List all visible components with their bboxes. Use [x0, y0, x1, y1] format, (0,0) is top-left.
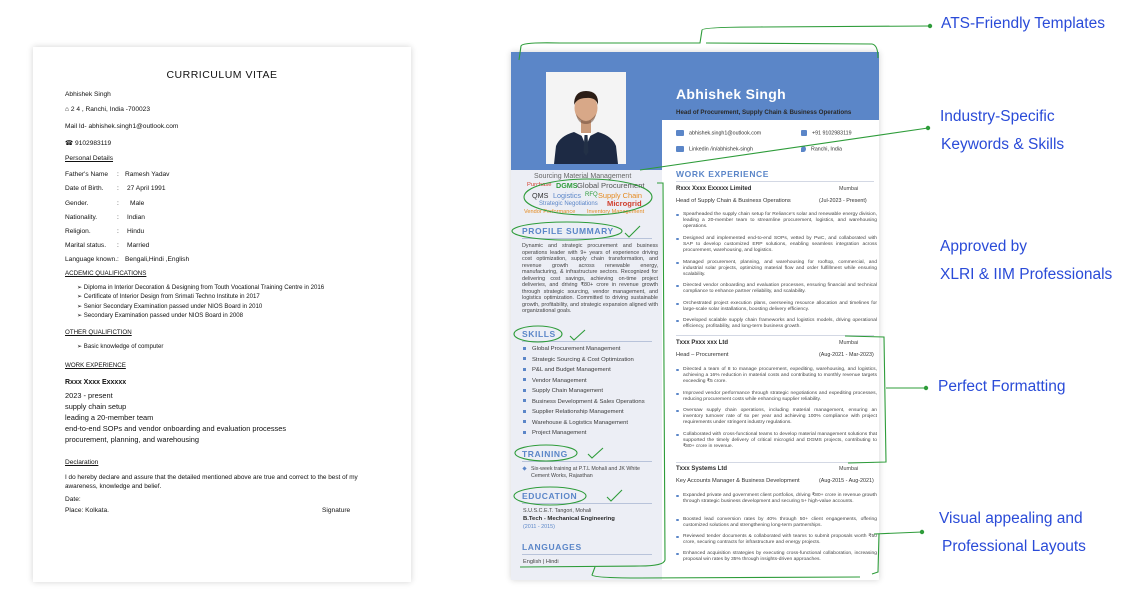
candidate-name: Abhishek Singh [676, 86, 786, 102]
personal-value: 27 April 1991 [127, 185, 166, 192]
personal-key: Religion. [65, 228, 91, 235]
job-bullet: Boosted lead conversion rates by 40% through 50+ client engagements, offering customized solutions and strengthening long-term partnerships. [683, 517, 877, 528]
job-location: Mumbai [839, 340, 859, 346]
feature-formatting: Perfect Formatting [938, 378, 1066, 395]
personal-value: Bengali,Hindi ,English [125, 256, 190, 263]
job-position: Head of Supply Chain & Business Operations [676, 198, 791, 204]
keyword: Vendor Performance [524, 209, 576, 215]
keyword: Microgrid [607, 199, 642, 208]
visual-connector [874, 532, 922, 534]
cv-mail: Mail Id- abhishek.singh1@outlook.com [65, 123, 179, 130]
education-school: S.U.S.C.E.T. Tangori, Mohali [523, 508, 592, 514]
skills-heading: SKILLS [522, 329, 556, 339]
personal-key: Language known. [65, 256, 118, 263]
contact-location: Ranchi, India [801, 146, 842, 152]
profile-circle [512, 222, 622, 240]
sidebar-bracket [520, 183, 665, 567]
education-circle [514, 487, 586, 505]
personal-heading: Personal Details [65, 155, 114, 162]
personal-sep: : [117, 171, 119, 178]
work-line: procurement, planning, and warehousing [65, 435, 199, 444]
feature-xlri-iim: XLRI & IIM Professionals [940, 266, 1113, 283]
personal-sep: : [117, 185, 119, 192]
academic-item: ➢ Senior Secondary Examination passed under NIOS Board in 2010 [77, 303, 263, 310]
check-icon [588, 448, 603, 458]
academic-item: ➢ Diploma in Interior Decoration & Designing from Touth Vocational Training Centre in 2016 [77, 284, 325, 291]
keyword: DGMS [556, 181, 578, 190]
job-company: Txxx Pxxx xxx Ltd [676, 340, 729, 346]
skill-item: Strategic Sourcing & Cost Optimization [523, 357, 634, 363]
job-bullet: Oversaw supply chain operations, including material management, ensuring an inventory turnover rate of 6x per year and achieving 100% compliance with project requirements under stringent industry regulations. [683, 408, 877, 425]
check-icon [607, 490, 622, 501]
feature-visual: Visual appealing and [939, 510, 1083, 527]
bottom-connector [592, 567, 860, 578]
job-bullet: Collaborated with cross-functional teams to develop material management solutions that supported the timely delivery of critical microgrid and DGMS projects, contributing to ₹80+ crore in revenue. [683, 432, 877, 449]
personal-value: Male [130, 200, 145, 207]
skill-item: Supply Chain Management [523, 388, 603, 394]
academic-item: ➢ Certificate of Interior Design from Srimati Techno Institute in 2017 [77, 293, 260, 300]
cv-title: CURRICULUM VITAE [166, 69, 278, 81]
declaration-heading: Declaration [65, 459, 99, 466]
skill-item: Supplier Relationship Management [523, 409, 624, 415]
check-icon [625, 226, 640, 237]
personal-key: Gender. [65, 200, 89, 207]
job-dates: (Aug-2021 - Mar-2023) [819, 352, 874, 358]
job-bullet: Designed and implemented end-to-end SOPs, vetted by PwC, and collaborated with SAP to develop customized ERP solutions, enabling seamless integration across procurement, warehousing, and logistics. [683, 236, 877, 253]
cv-address: ⌂ 2 4 , Ranchi, India -700023 [65, 106, 150, 113]
job-bullet: Reviewed tender documents & collaborated with teams to submit proposals worth ₹50 crore, securing contracts for infrastructure and energy projects. [683, 534, 877, 545]
check-icon [570, 330, 585, 340]
keyword: QMS [532, 191, 549, 200]
personal-sep: : [117, 228, 119, 235]
skill-item: Global Procurement Management [523, 346, 620, 352]
keyword: Global Procurement [577, 181, 645, 190]
keyword: Inventory Management [587, 209, 645, 215]
keyword: Strategic Negotiations [539, 201, 598, 207]
cv-phone: ☎ 9102983119 [65, 140, 112, 147]
job-bullet: Developed scalable supply chain frameworks and logistics models, driving operational efficiency, profitability, and long-term business growth. [683, 318, 877, 329]
skill-item: Project Management [523, 430, 586, 436]
ats-bracket [706, 43, 878, 58]
profile-summary-heading: PROFILE SUMMARY [522, 226, 614, 236]
personal-value: Indian [127, 214, 145, 221]
training-circle [515, 445, 577, 461]
connector-dot-icon [924, 386, 928, 390]
skill-item: Vendor Management [523, 378, 587, 384]
personal-sep: : [117, 256, 119, 263]
connector-dot-icon [920, 530, 924, 534]
education-degree: B.Tech - Mechanical Engineering [523, 516, 615, 522]
feature-approved: Approved by [940, 238, 1028, 255]
keyword: Logistics [553, 191, 581, 200]
keywords-highlight [524, 179, 652, 215]
work-heading: WORK EXPERIENCE [65, 362, 126, 369]
job-dates: (Jul-2023 - Present) [819, 198, 867, 204]
languages-heading: LANGUAGES [522, 542, 582, 552]
work-company: Rxxx Xxxx Exxxxx [65, 379, 127, 386]
contact-email: abhishek.singh1@outlook.com [676, 130, 761, 136]
job-location: Mumbai [839, 186, 859, 192]
personal-key: Nationality. [65, 214, 98, 221]
feature-layouts: Professional Layouts [942, 538, 1086, 555]
cv-name: Abhishek Singh [65, 91, 111, 98]
languages-text: English | Hindi [523, 559, 559, 565]
job-bullet: Directed a team of 8 to manage procurement, expediting, warehousing, and logistics, achieving a 16% reduction in material costs and contributing to monthly revenue targets exceeding ₹5 crore. [683, 367, 877, 384]
contact-phone: +91 9102983119 [801, 130, 852, 136]
work-line: 2023 - present [65, 391, 113, 400]
date-label: Date: [65, 496, 81, 503]
personal-value: Ramesh Yadav [125, 171, 170, 178]
keyword: RFQ [585, 192, 598, 198]
keyword: Supply Chain [598, 191, 642, 200]
personal-value: Married [127, 242, 150, 249]
personal-sep: : [117, 242, 119, 249]
personal-key: Father's Name [65, 171, 109, 178]
skill-item: P&L and Budget Management [523, 367, 611, 373]
job-bullet: Enhanced acquisition strategies by executing cross-functional collaboration, increasing proposal win rates by 35% through insights-driven approaches. [683, 551, 877, 562]
job-bullet: Managed procurement, planning, and warehousing for rooftop, commercial, and industrial solar projects, optimizing material flow and order fulfillment while ensuring scalability. [683, 260, 877, 277]
feature-ats: ATS-Friendly Templates [941, 15, 1105, 32]
personal-sep: : [117, 200, 119, 207]
other-item: ➢ Basic knowledge of computer [77, 343, 164, 350]
job-bullet: Directed vendor onboarding and evaluation processes, ensuring financial and technical compliance to enhance partner reliability, and scalability. [683, 283, 877, 294]
work-line: end-to-end SOPs and vendor onboarding and evaluation processes [65, 424, 287, 433]
candidate-role: Head of Procurement, Supply Chain & Business Operations [676, 109, 852, 116]
job-company: Rxxx Xxxx Exxxxx Limited [676, 186, 752, 192]
academic-heading: ACDEMIC QUALIFICATIONS [65, 270, 147, 277]
education-years: (2011 - 2015) [523, 524, 555, 530]
profile-summary-text: Dynamic and strategic procurement and business operations leader with 9+ years of experience driving cost optimization, supply chain transformation, and revenue growth across renewable energy, manufacturing, & infrastructure sectors. Recognized for delivering cost savings, achieving on-time project deliveries, and driving ₹80+ crore in revenue growth through strategic sourcing, vendor management, and logistics optimization. Committed to driving sustainable growth, profitability, and strategic expansion aligned with organizational goals. [522, 243, 658, 314]
connector-dot-icon [928, 24, 932, 28]
personal-sep: : [117, 214, 119, 221]
work-line: supply chain setup [65, 402, 127, 411]
job-bullet: Improved vendor performance through strategic negotiations and expediting processes, reducing procurement costs while enhancing supplier reliability. [683, 391, 877, 402]
feature-keywords: Keywords & Skills [941, 136, 1065, 153]
feature-industry: Industry-Specific [940, 108, 1055, 125]
work-experience-heading: WORK EXPERIENCE [676, 169, 770, 179]
training-heading: TRAINING [522, 449, 568, 459]
place-label: Place: Kolkata. [65, 507, 109, 514]
skill-item: Warehouse & Logistics Management [523, 420, 628, 426]
declaration-text: I do hereby declare and assure that the detailed mentioned above are true and correct to the best of my awareness, knowledge and belief. [65, 474, 358, 490]
job-dates: (Aug-2015 - Aug-2021) [819, 478, 874, 484]
personal-value: Hindu [127, 228, 145, 235]
training-text: Six-week training at P.T.L Mohali and JK White Cement Works, Rajasthan [531, 466, 640, 479]
job-bullet: Spearheaded the supply chain setup for Reliance's solar and renewable energy division, leading a 20-member team to streamline procurement, logistics, and warehousing operations. [683, 212, 877, 229]
academic-item: ➢ Secondary Examination passed under NIOS Board in 2008 [77, 312, 244, 319]
skills-circle [514, 326, 562, 342]
other-heading: OTHER QUALIFICTION [65, 329, 132, 336]
format-bracket [845, 336, 886, 463]
personal-key: Date of Birth. [65, 185, 104, 192]
job-bullet: Expanded private and government client portfolios, driving ₹80+ crore in revenue growth through strategic business development and securing 5+ high-value accounts. [683, 493, 877, 504]
contact-linkedin: Linkedin /in/abhishek-singh [676, 146, 753, 152]
job-company: Txxx Systems Ltd [676, 466, 728, 472]
keyword: Purchase [527, 182, 552, 188]
personal-key: Marital status. [65, 242, 107, 249]
visual-bracket [872, 534, 879, 574]
work-line: leading a 20-member team [65, 413, 154, 422]
job-position: Key Accounts Manager & Business Development [676, 478, 800, 484]
skill-item: Business Development & Sales Operations [523, 399, 645, 405]
job-bullet: Orchestrated project execution plans, overseeing resource allocation and timelines for large-scale solar installations, boosting delivery efficiency. [683, 301, 877, 312]
connector-dot-icon [926, 126, 930, 130]
keywords-connector [640, 128, 928, 170]
job-location: Mumbai [839, 466, 859, 472]
job-position: Head – Procurement [676, 352, 729, 358]
education-heading: EDUCATION [522, 491, 578, 501]
signature-label: Signature [322, 507, 351, 514]
keyword: Sourcing Material Management [534, 173, 632, 180]
